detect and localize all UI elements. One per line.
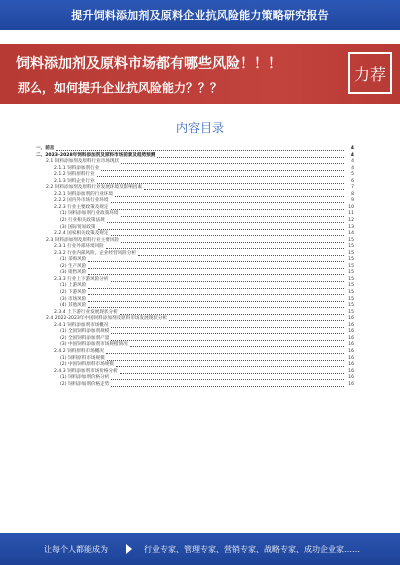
- toc-entry-label: (1) 采购风险: [60, 257, 87, 263]
- toc-entry-page: 15: [348, 270, 354, 276]
- toc-entry-page: 16: [348, 355, 354, 361]
- toc-entry-label: (3) 销售风险: [60, 270, 87, 276]
- toc-entry-page: 15: [348, 290, 354, 296]
- toc-entry-page: 11: [348, 211, 354, 217]
- footer-slogan-left: 让每个人都能成为: [44, 544, 108, 554]
- toc-entry-page: 15: [348, 276, 354, 282]
- toc-entry-page: 16: [348, 348, 354, 354]
- toc-dot-leader: [121, 163, 344, 164]
- banner-subline: 那么，如何提升企业抗风险能力？？？: [18, 81, 223, 95]
- toc-entry-label: (4) 其他风险: [60, 303, 87, 309]
- toc-entry-page: 16: [348, 375, 354, 381]
- toc-entry-page: 6: [351, 178, 354, 184]
- toc-dot-leader: [88, 261, 344, 262]
- toc-dot-leader: [111, 333, 344, 334]
- toc-entry-label: 2.1.3 饲料企业行业: [54, 178, 95, 184]
- toc-dot-leader: [97, 183, 344, 184]
- toc-dot-leader: [115, 196, 344, 197]
- bottom-footer-bar: [0, 533, 400, 565]
- toc-dot-leader: [111, 281, 345, 282]
- toc-entry-page: 15: [348, 296, 354, 302]
- toc-dot-leader: [111, 209, 345, 210]
- toc-entry-label: 2.3.3 行业上下游风险分析: [54, 276, 109, 282]
- promo-banner: [0, 44, 400, 104]
- table-of-contents: [36, 146, 354, 388]
- toc-dot-leader: [88, 294, 344, 295]
- toc-entry-page: 16: [348, 368, 354, 374]
- toc-entry-page: 4: [351, 165, 354, 171]
- toc-entry-label: (2) 中国饲料原料市场规模: [60, 362, 114, 368]
- toc-entry-label: (1) 全国饲料添加剂规模: [60, 329, 110, 335]
- toc-entry-label: (2) 下游风险: [60, 290, 87, 296]
- toc-entry-label: 2.2 饲料添加剂及原料行业发展环境及影响因素: [46, 185, 143, 191]
- toc-dot-leader: [88, 301, 344, 302]
- toc-dot-leader: [111, 327, 345, 328]
- toc-entry-page: 16: [348, 381, 354, 387]
- toc-entry-page: 16: [348, 329, 354, 335]
- toc-dot-leader: [111, 379, 344, 380]
- toc-entry-label: (1) 饲料原料市场规模: [60, 355, 105, 361]
- toc-dot-leader: [101, 170, 344, 171]
- toc-entry-page: 15: [348, 250, 354, 256]
- toc-entry-label: 2.4 2022-2023年中国饲料添加剂及原料市场发展现状分析: [46, 316, 168, 322]
- toc-dot-leader: [107, 360, 344, 361]
- toc-entry-label: 2.4.3 饲料添加剂市场价格分析: [54, 368, 118, 374]
- toc-dot-leader: [111, 386, 344, 387]
- toc-entry-label: (1) 上游风险: [60, 283, 87, 289]
- toc-entry-label: 2.3.2 行业内部风险，企业经营风险分析: [54, 250, 137, 256]
- toc-dot-leader: [120, 373, 344, 374]
- toc-entry-page: 10: [348, 204, 354, 210]
- toc-entry-label: 2.1.2 饲料原料行业: [54, 172, 95, 178]
- toc-entry-label: 一、前言: [36, 146, 55, 151]
- toc-entry-page: 4: [351, 159, 354, 165]
- toc-entry-label: 2.3 饲料添加剂及原料行业主要风险: [46, 237, 120, 243]
- top-header-bar: [0, 0, 400, 30]
- toc-dot-leader: [111, 340, 344, 341]
- toc-dot-leader: [88, 268, 344, 269]
- toc-dot-leader: [88, 274, 344, 275]
- toc-entry-page: 15: [348, 257, 354, 263]
- recommend-stamp: 力荐: [348, 52, 392, 94]
- toc-dot-leader: [106, 248, 344, 249]
- toc-dot-leader: [98, 229, 344, 230]
- toc-entry-label: 二、2023-2028年饲料添加剂及原料市场前景及趋势预测: [36, 152, 156, 158]
- toc-entry-label: 2.4.1 饲料添加剂市场概况: [54, 322, 109, 328]
- toc-entry-page: 15: [348, 237, 354, 243]
- toc-dot-leader: [88, 307, 344, 308]
- footer-slogan-right: 行业专家、管理专家、营销专家、战略专家、成功企业家……: [144, 544, 360, 554]
- toc-dot-leader: [169, 320, 344, 321]
- toc-entry-page: 12: [348, 218, 354, 224]
- toc-entry-label: (1) 饲料添加剂行业政策环境: [60, 211, 119, 217]
- toc-dot-leader: [111, 202, 345, 203]
- toc-entry-page: 4: [350, 152, 354, 158]
- toc-entry-label: (1) 饲料添加剂价格分析: [60, 375, 110, 381]
- toc-entry-label: (2) 行业相关政策法规: [60, 218, 105, 224]
- toc-dot-leader: [130, 346, 344, 347]
- toc-dot-leader: [121, 216, 345, 217]
- report-title: 提升饲料添加剂及原料企业抗风险能力策略研究报告: [71, 9, 329, 22]
- toc-dot-leader: [120, 314, 344, 315]
- toc-dot-leader: [88, 288, 344, 289]
- toc-entry-label: (3) 中国饲料添加剂市场规模情况: [60, 342, 128, 348]
- toc-entry-page: 8: [351, 191, 354, 197]
- toc-entry-label: 2.2.3 行业主要政策及规定: [54, 204, 109, 210]
- toc-entry-label: 2.3.1 行业外部环境风险: [54, 244, 104, 250]
- arrow-right-icon: [126, 544, 132, 554]
- toc-dot-leader: [157, 157, 344, 158]
- toc-dot-leader: [106, 353, 344, 354]
- toc-entry-page: 16: [348, 342, 354, 348]
- toc-dot-leader: [144, 189, 344, 190]
- toc-entry-page: 15: [348, 309, 354, 315]
- toc-entry-page: 4: [350, 146, 354, 151]
- toc-entry-label: 2.2.4 国家相关政策及规定: [54, 231, 109, 237]
- toc-entry-page: 16: [348, 322, 354, 328]
- toc-entry-label: (2) 生产风险: [60, 263, 87, 269]
- toc-entry-label: 2.2.1 饲料添加剂的行业环境: [54, 191, 114, 197]
- toc-entry-label: 2.1.1 饲料添加剂行业: [54, 165, 100, 171]
- toc-entry-page: 9: [351, 198, 354, 204]
- toc-dot-leader: [107, 222, 344, 223]
- toc-dot-leader: [116, 366, 344, 367]
- toc-entry-page: 15: [348, 244, 354, 250]
- toc-entry-page: 15: [348, 303, 354, 309]
- toc-entry-label: (2) 饲料添加剂价格走势: [60, 381, 110, 387]
- toc-entry[interactable]: [36, 382, 354, 389]
- toc-entry-page: 13: [348, 224, 354, 230]
- toc-entry-label: 2.3.4 上下游行业发展现状分析: [54, 309, 118, 315]
- toc-dot-leader: [121, 242, 344, 243]
- toc-entry-label: 2.2.2 国内外市场行业环境: [54, 198, 109, 204]
- toc-entry-page: 14: [348, 231, 354, 237]
- toc-entry-label: (3) 市场风险: [60, 296, 87, 302]
- toc-entry-page: 5: [351, 172, 354, 178]
- toc-heading: 内容目录: [175, 121, 224, 135]
- toc-entry-label: (2) 全国饲料添加剂产量: [60, 335, 110, 341]
- toc-dot-leader: [138, 255, 344, 256]
- toc-dot-leader: [97, 176, 344, 177]
- toc-entry-page: 15: [348, 263, 354, 269]
- toc-entry-page: 15: [348, 283, 354, 289]
- toc-dot-leader: [111, 235, 345, 236]
- toc-entry-page: 16: [348, 316, 354, 322]
- toc-entry-page: 7: [351, 185, 354, 191]
- toc-entry-label: 2.4.2 饲料原料市场概况: [54, 348, 104, 354]
- toc-entry-label: 2.1 饲料添加剂及原料行业市场现状: [46, 159, 120, 165]
- toc-entry-label: (3) 国际贸易政策: [60, 224, 96, 230]
- toc-entry-page: 16: [348, 362, 354, 368]
- toc-entry-page: 16: [348, 335, 354, 341]
- toc-dot-leader: [56, 150, 344, 151]
- banner-headline: 饲料添加剂及原料市场都有哪些风险！！！: [16, 56, 282, 72]
